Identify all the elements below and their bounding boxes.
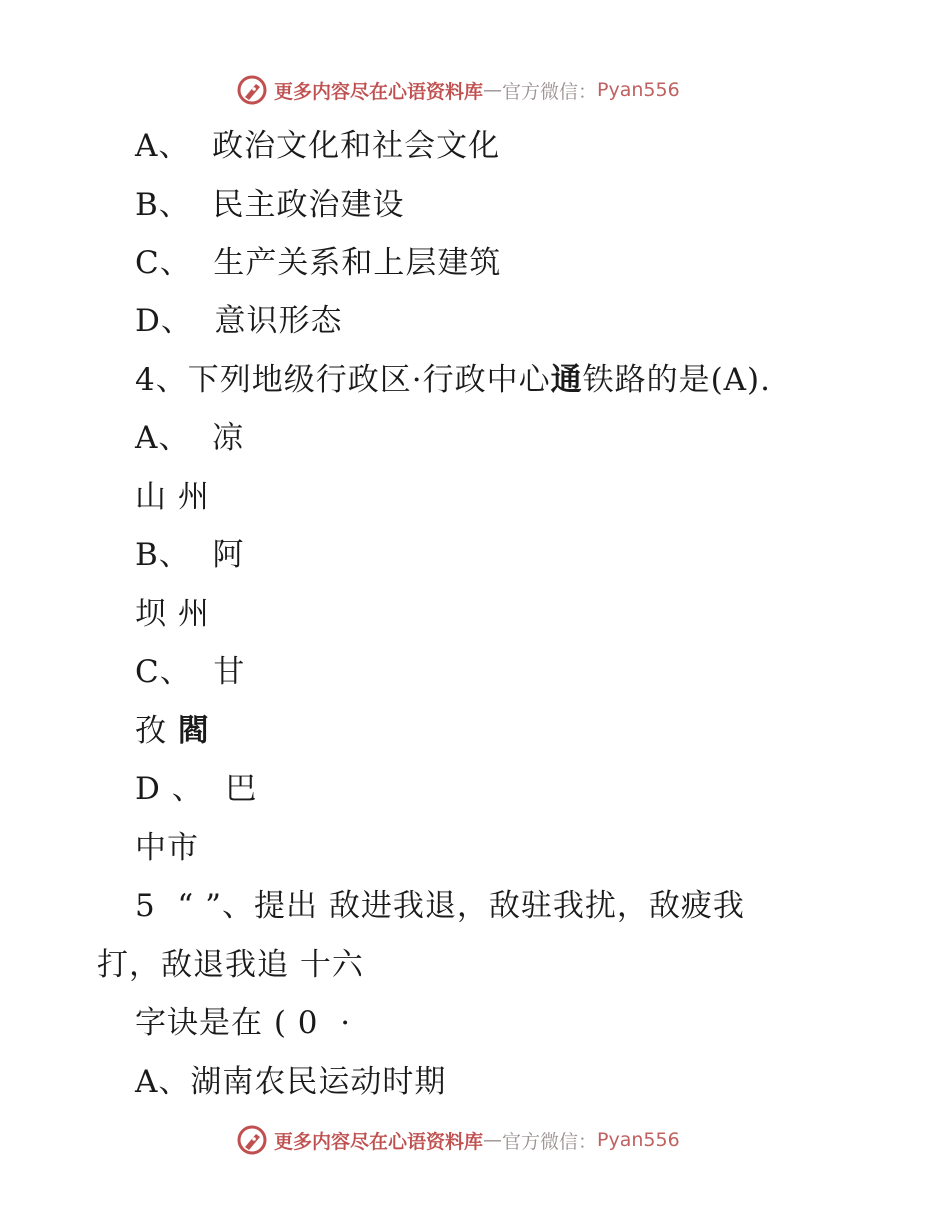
option-b-line: B、 民主政治建设 [135,187,405,223]
question-4-line [135,360,771,400]
question-5-line: 5 “ ”、提出 敌进我退，敌驻我扰，敌疲我 [135,888,745,924]
question-4-glyph: 通 [550,362,583,398]
question-4-text: 4、下列地级行政区·行政中心 [135,362,551,398]
q4-option-c-cont-text: 孜 [135,713,178,749]
watermark-id: Pyan556 [597,79,680,101]
watermark-label: 官方微信： [502,1130,598,1153]
question-5-end-line: 字诀是在 ( 0 · [135,1005,352,1041]
q4-option-a-cont-line: 山 州 [135,479,210,515]
q4-option-c-cont-line [135,711,210,751]
watermark-id: Pyan556 [597,1129,680,1151]
watermark-label: 官方微信： [502,80,598,103]
option-c-line: C、 生产关系和上层建筑 [135,245,502,281]
pen-nib-logo-icon [236,1124,268,1156]
watermark-footer [236,1123,680,1157]
q4-option-d-line: D 、 巴 [135,771,258,807]
option-d-line: D、 意识形态 [135,303,343,339]
question-4-text-end: 铁路的是(A). [582,362,772,398]
watermark-separator: — [483,1129,503,1151]
watermark-brand: 更多内容尽在心语资料库 [274,1130,484,1153]
question-5-cont-line: 打，敌退我追 十六 [97,947,364,983]
q5-option-a-line: A、湖南农民运动时期 [135,1064,447,1100]
q4-option-b-cont-line: 坝 州 [135,596,210,632]
q4-option-c-line: C、 甘 [135,654,246,690]
q4-option-c-glyph: 閻 [177,713,210,749]
watermark-brand: 更多内容尽在心语资料库 [274,80,484,103]
option-a-line: A、 政治文化和社会文化 [135,128,501,164]
q4-option-d-cont-line: 中市 [135,830,199,866]
q4-option-b-line: B、 阿 [135,537,245,573]
watermark-header [236,73,680,107]
pen-nib-logo-icon [236,74,268,106]
watermark-separator: — [483,79,503,101]
q4-option-a-line: A、 凉 [135,420,245,456]
